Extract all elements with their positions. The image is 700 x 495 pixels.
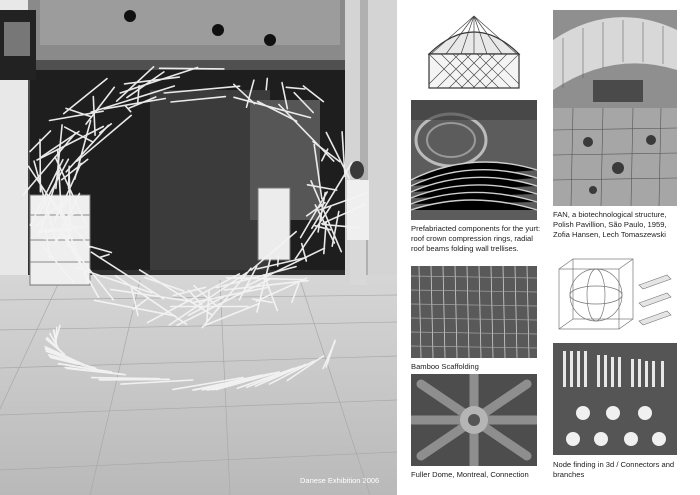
node-finding-image [553,255,677,455]
main-photo-caption: Danese Exhibition 2006 [300,476,380,485]
yurt-components-image [411,100,537,220]
bamboo-scaffolding-caption: Bamboo Scaffolding [411,362,479,371]
bamboo-scaffolding-image [411,266,537,358]
yurt-frame-image [411,8,537,94]
yurt-components-caption: Prefabriacted components for the yurt: roof crown compression rings, radial roof beams folding wall trellises. [411,224,541,253]
fan-structure-caption: FAN, a biotechnological structure, Polish Pavillion, São Paulo, 1959, Zofia Hansen, Lech Tomaszewski [553,210,667,239]
node-finding-caption: Node finding in 3d / Connectors and branches [553,460,675,479]
fuller-dome-caption: Fuller Dome, Montreal, Connection [411,470,529,479]
fuller-dome-image [411,374,537,466]
fan-structure-image [553,10,677,206]
